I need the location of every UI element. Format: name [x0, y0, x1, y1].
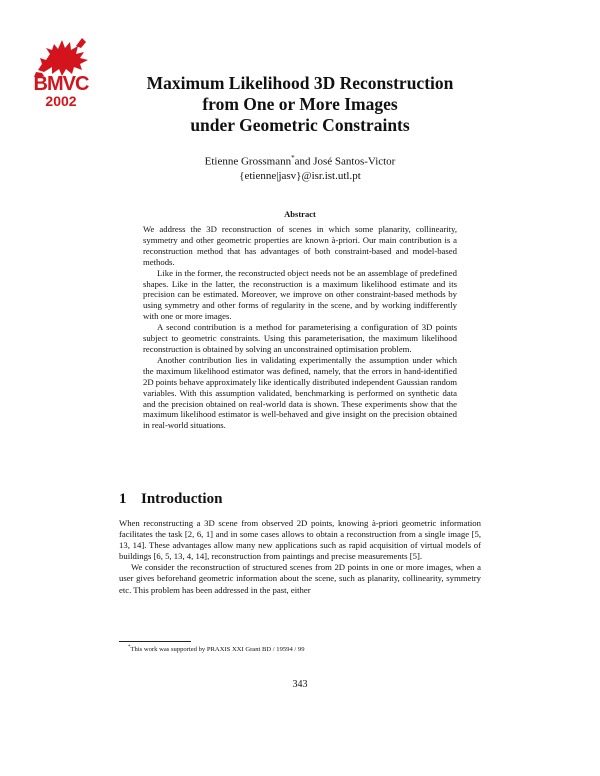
footnote-text: This work was supported by PRAXIS XXI Grant BD / 19594 / 99: [130, 646, 305, 654]
title-line: Maximum Likelihood 3D Reconstruction: [146, 73, 454, 93]
section-number: 1: [119, 491, 127, 507]
paper-title: [100, 73, 500, 136]
abstract-paragraph: Another contribution lies in validating experimentally the assumption under which the maximum likelihood estimator was defined, namely, that the errors in hand-identified 2D points behave approximately like identically distributed independent Gaussian random variables. With this assumption validated, benchmarking is performed on synthetic data and the precision obtained on real-world data is shown. These experiments show that the maximum likelihood estimator is well-behaved and give insight on the precision obtained in real-world situations.: [143, 354, 457, 431]
abstract-heading: Abstract: [284, 209, 316, 219]
footnote-rule: [119, 641, 191, 642]
author-block: [100, 151, 500, 183]
page-number: 343: [292, 679, 308, 690]
first-author: Etienne Grossmann: [204, 155, 292, 168]
title-line: under Geometric Constraints: [190, 115, 410, 135]
footnote-mark: *: [128, 645, 131, 650]
section-title: Introduction: [141, 491, 223, 507]
abstract-paragraph: Like in the former, the reconstructed object needs not be an assemblage of predefined shapes. Like in the latter, the reconstruction is a maximum likelihood estimate and its precision can be estimated. Moreover, we improve on other constraint-based methods by using symmetry and other forms of regularity in the scene, and by working indifferently with one or more images.: [143, 267, 457, 322]
abstract-paragraph: A second contribution is a method for parameterising a configuration of 3D points subject to geometric constraints. Using this parameterisation, the maximum likelihood reconstruction is obtained by solving an unconstrained optimisation problem.: [143, 322, 457, 354]
other-authors: and José Santos-Victor: [294, 155, 396, 168]
abstract-body: [143, 224, 457, 431]
logo-wordmark: BMVC: [33, 73, 89, 95]
body-paragraph: When reconstructing a 3D scene from observed 2D points, knowing à-priori geometric information facilitates the task [2, 6, 1] and in some cases allows to obtain a reconstruction from a single image [5, 13, 14]. These advantages allow many new applications such as rapid acquisition of virtual models of buildings [6, 5, 13, 4, 14], reconstruction from paintings and precise measurements [5].: [119, 518, 481, 562]
body-paragraph: We consider the reconstruction of structured scenes from 2D points in one or more images, when a user gives beforehand geometric information about the scene, such as planarity, collinearity, symmetry etc. This problem has been addressed in the past, either: [119, 562, 481, 595]
abstract-paragraph: We address the 3D reconstruction of scenes in which some planarity, collinearity, symmetry and other geometric properties are known à-priori. Our main contribution is a reconstruction method that has advantages of both constraint-based and model-based methods.: [143, 224, 457, 267]
dragon-icon: [32, 36, 90, 78]
author-names: [100, 151, 500, 169]
section-heading: [119, 491, 222, 508]
footnote-marker: *: [291, 154, 295, 162]
footnote: [128, 645, 305, 653]
bmvc-logo: [30, 36, 92, 108]
author-email: {etienne|jasv}@isr.ist.utl.pt: [239, 169, 361, 182]
section-body: [119, 518, 481, 596]
logo-year: 2002: [45, 93, 77, 109]
title-line: from One or More Images: [202, 94, 398, 114]
